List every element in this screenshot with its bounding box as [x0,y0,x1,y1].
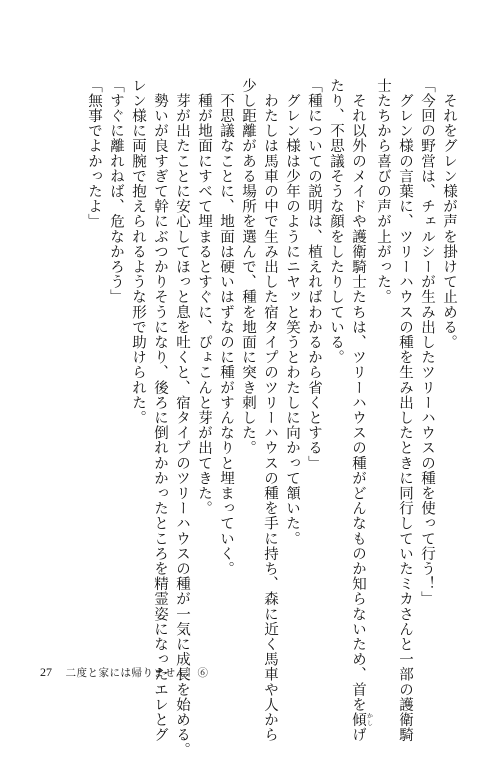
text-line: わたしは馬車の中で生み出した宿タイプのツリーハウスの種を手に持ち、森に近く馬車や人から [262,78,278,743]
text-line: 「今回の野営は、チェルシーが生み出したツリーハウスの種を使って行う！」 [419,78,435,607]
text-line: 不思議なことに、地面は硬いはずなのに種がすんなりと埋まっていく。 [218,78,234,577]
text-line-with-ruby: それ以外のメイドや護衛騎士たちは、ツリーハウスの種がどんなものか知らないため、首を傾 かしげ [350,78,373,743]
text-line: たり、不思議そうな顔をしたりしている。 [328,78,344,365]
text-line: 芽が出たことに安心してほっと息を吐くと、宿タイプのツリーハウスの種が一気に成長を始める。 [174,78,190,758]
text-line: 士たちから喜びの声が上がった。 [375,78,391,305]
page-footer [40,663,209,681]
text-line: レン様に両腕で抱えられるような形で助けられた。 [130,78,146,426]
text-line: グレン様は少年のようにニヤッと笑うとわたしに向かって頷いた。 [284,78,300,547]
text-line: 種が地面にすべて埋まるとすぐに、ぴょこんと芽が出てきた。 [196,78,212,516]
page-number: 27 [40,665,52,679]
ruby-reading: かし [365,712,373,728]
text-line: それをグレン様が声を掛けて止める。 [441,78,457,350]
text-line: 「種についての説明は、植えればわかるから省くとする」 [306,78,322,471]
running-title: 二度と家には帰りません！⑥ [65,667,209,679]
text-line: 「すぐに離れねば、危なかろう」 [108,78,124,305]
text-line: 少し距離がある場所を選んで、種を地面に突き刺した。 [240,78,256,456]
text-line: 勢いが良すぎて幹にぶつかりそうになり、後ろに倒れかかったところを精霊姿になったエレとグ [152,78,168,743]
ruby-annotation: 傾 かし [350,712,373,728]
text-line: 「無事でよかったよ」 [86,78,102,229]
text-line: グレン様の言葉に、ツリーハウスの種を生み出したときに同行していたミカさんと一部の護衛騎 [397,78,413,743]
